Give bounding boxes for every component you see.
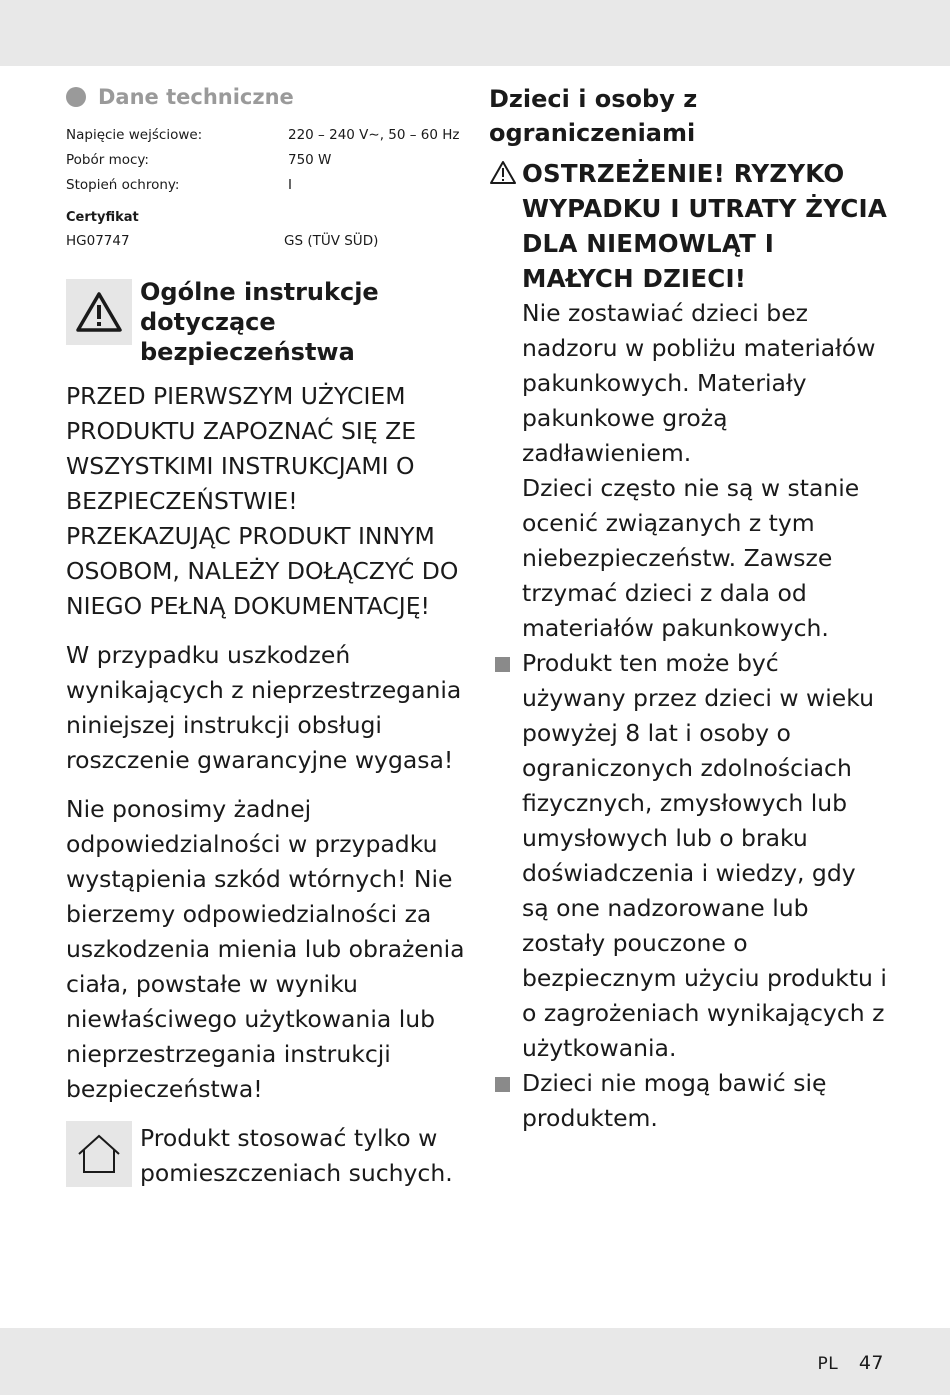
warning-triangle-icon [66,279,132,345]
child-warning [489,156,889,296]
spec-row [66,172,466,197]
indoor-use-text: Produkt stosować tylko w pomieszczeniach suchych. [140,1124,453,1187]
spec-label: Stopień ochrony: [66,176,180,193]
footer-bar [0,1328,950,1395]
safety-caps-warning: PRZED PIERWSZYM UŻYCIEM PRODUKTU ZAPOZNAĆ SIĘ ZE WSZYSTKIMI INSTRUKCJAMI O BEZPIECZEŃSTWIE! PRZEKAZUJĄC PRODUKT INNYM OSOBOM, NALEŻY DOŁĄCZYĆ DO NIEGO PEŁNĄ DOKUMENTACJĘ! [66,382,459,620]
spec-row [66,147,466,172]
certificate-code: HG07747 [66,233,130,249]
spec-value: I [288,176,292,193]
left-column [66,80,466,1191]
header-bar [0,0,950,66]
square-bullet-icon [495,1077,510,1092]
danger-awareness-text: Dzieci często nie są w stanie ocenić związanych z tym niebezpieczeństw. Zawsze trzymać dzieci z dala od materiałów pakunkowych. [522,474,860,642]
list-item-text: Dzieci nie mogą bawić się produktem. [522,1069,827,1132]
liability-paragraph: Nie ponosimy żadnej odpowiedzialności w przypadku wystąpienia szkód wtórnych! Nie bierzemy odpowiedzialności za uszkodzenia mienia lub obrażenia ciała, powstałe w wyniku niewłaściwego użytkowania lub nieprzestrzegania instrukcji bezpieczeństwa! [66,795,465,1103]
spec-table [66,122,466,253]
certificate-value: GS (TÜV SÜD) [284,233,379,249]
warranty-paragraph: W przypadku uszkodzeń wynikających z nieprzestrzegania niniejszej instrukcji obsługi roszczenie gwarancyjne wygasa! [66,641,462,774]
safety-heading [66,279,466,367]
page-number: 47 [858,1352,884,1374]
list-item [489,1066,889,1136]
certificate-title: Certyfikat [66,209,139,225]
spec-value: 220 – 240 V∼, 50 – 60 Hz [288,126,460,143]
house-icon [66,1121,132,1187]
certificate-row [66,229,466,253]
child-warning-title: OSTRZEŻENIE! RYZYKO WYPADKU I UTRATY ŻYCIA DLA NIEMOWLĄT I MAŁYCH DZIECI! [522,159,887,293]
right-column [489,82,889,1136]
page-footer [818,1352,884,1374]
tech-data-title: Dane techniczne [98,85,294,109]
warning-triangle-icon [489,156,522,296]
list-item [489,646,889,1066]
language-code: PL [817,1354,839,1374]
spec-value: 750 W [288,151,332,168]
bullet-dot-icon [66,87,86,107]
packaging-warning-text: Nie zostawiać dzieci bez nadzoru w pobliżu materiałów pakunkowych. Materiały pakunkowe grożą zadławieniem. [522,299,876,467]
spec-row [66,122,466,147]
tech-data-heading [66,80,466,114]
spec-label: Pobór mocy: [66,151,149,168]
list-item-text: Produkt ten może być używany przez dzieci w wieku powyżej 8 lat i osoby o ograniczonych zdolnościach fizycznych, zmysłowych lub umysłowych lub o braku doświadczenia i wiedzy, gdy są one nadzorowane lub zostały pouczone o bezpiecznym użyciu produktu i o zagrożeniach wynikających z użytkowania. [522,649,887,1062]
safety-title: Ogólne instrukcje dotyczące bezpieczeństwa [140,278,379,366]
spec-label: Napięcie wejściowe: [66,126,203,143]
square-bullet-icon [495,657,510,672]
children-heading: Dzieci i osoby z ograniczeniami [489,85,698,147]
indoor-use-note [66,1121,466,1191]
